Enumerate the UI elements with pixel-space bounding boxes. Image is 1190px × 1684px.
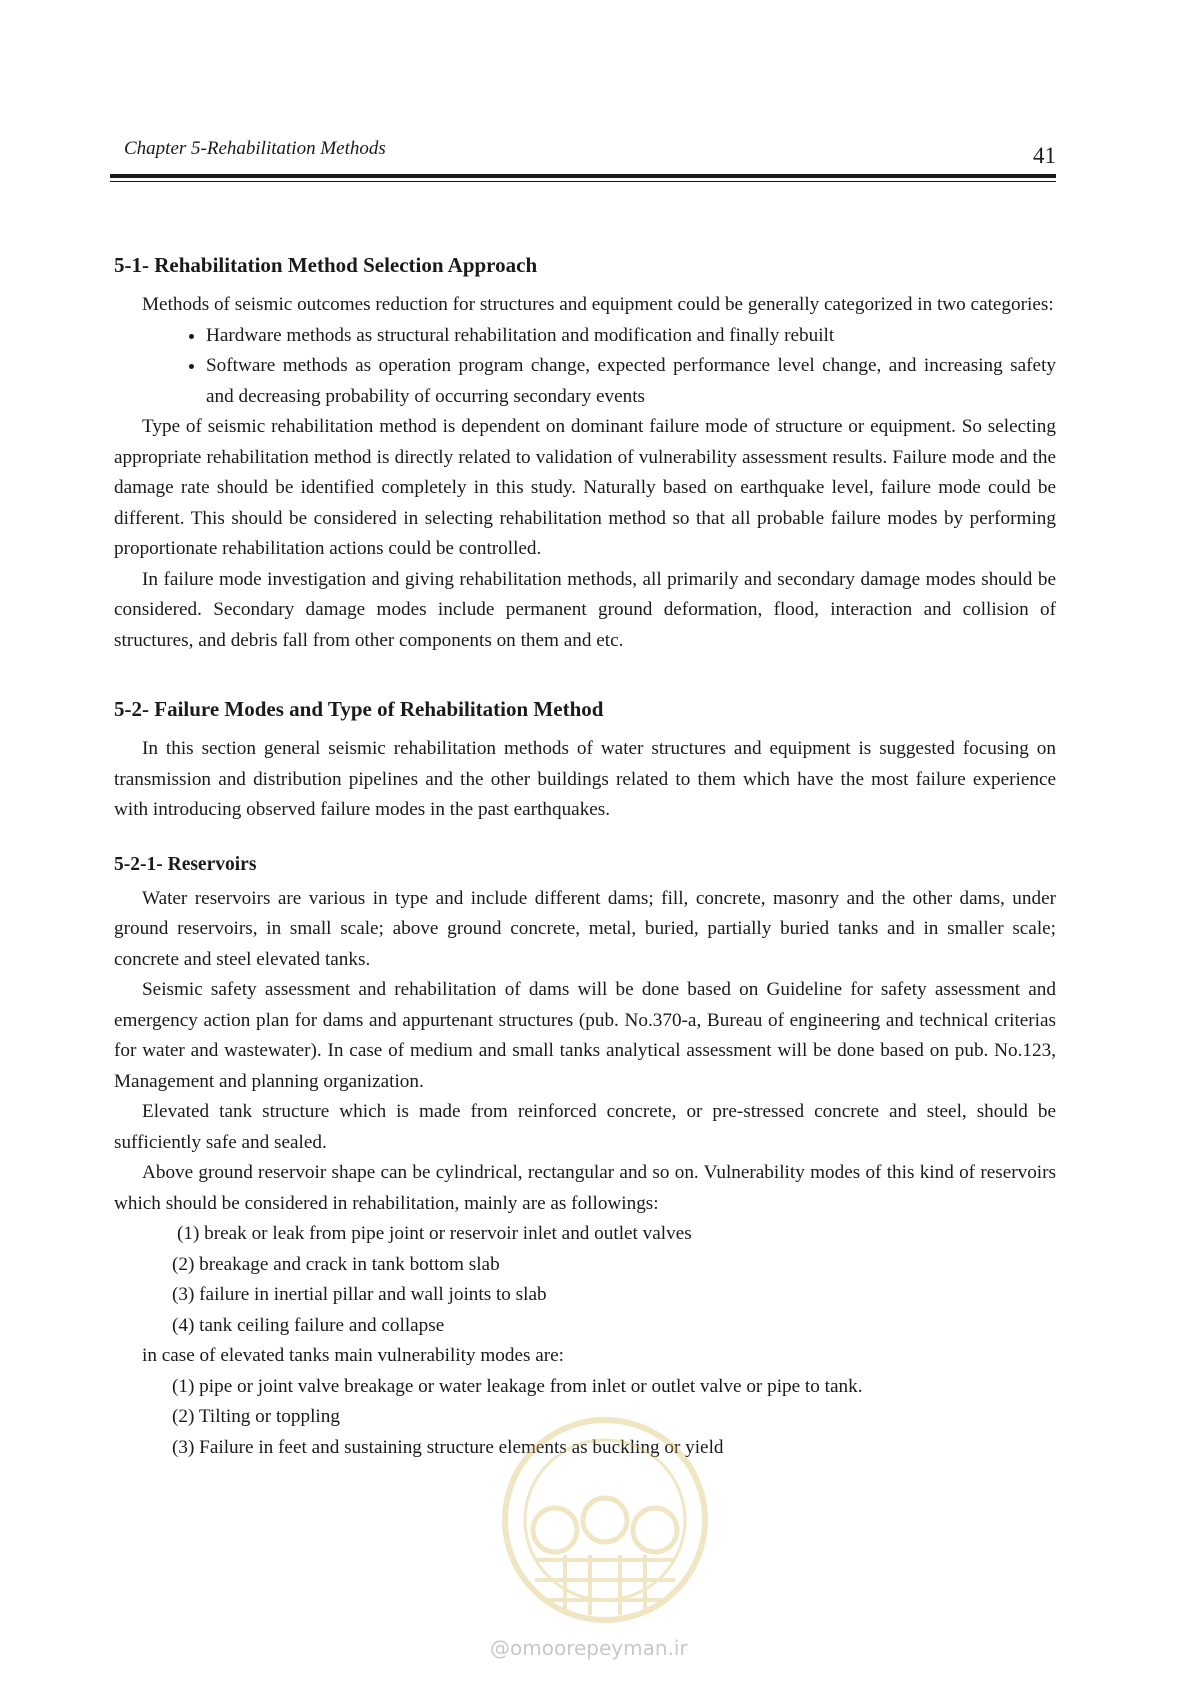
section-1-paragraph-2: In failure mode investigation and giving rehabilitation methods, all primarily and secondary damage modes should be considered. Secondary damage modes include permanent ground deformation, flood, interaction and collision of structures, and debris fall from other components on them and etc. bbox=[114, 568, 1056, 651]
vulnerability-item: (3) failure in inertial pillar and wall joints to slab bbox=[172, 1284, 547, 1305]
bullet-software: • Software methods as operation program change, expected performance level change, and increasing safety and decreasing probability of occurring secondary events bbox=[206, 351, 1056, 412]
section-1-paragraph-1: Type of seismic rehabilitation method is dependent on dominant failure mode of structure or equipment. So selecting appropriate rehabilitation method is directly related to validation of vulnerability assessment results. Failure mode and the damage rate should be identified completely in this study. Naturally based on earthquake level, failure mode could be different. This should be considered in selecting rehabilitation method so that all probable failure modes by performing proportionate rehabilitation actions could be controlled. bbox=[114, 416, 1056, 559]
elevated-vulnerability-item: (2) Tilting or toppling bbox=[172, 1406, 340, 1427]
section-title-5-1: 5-1- Rehabilitation Method Selection Approach bbox=[114, 253, 538, 277]
reservoirs-paragraph-3: Elevated tank structure which is made from reinforced concrete, or pre-stressed concrete and steel, should be sufficiently safe and sealed. bbox=[114, 1101, 1056, 1153]
reservoirs-paragraph-1: Water reservoirs are various in type and include different dams; fill, concrete, masonry and the other dams, under ground reservoirs, in small scale; above ground concrete, metal, buried, partially buried tanks and in smaller scale; concrete and steel elevated tanks. bbox=[114, 887, 1056, 970]
watermark-seal-icon bbox=[480, 1410, 730, 1630]
watermark-text: @omoorepeyman.ir bbox=[490, 1636, 688, 1660]
vulnerability-item: (2) breakage and crack in tank bottom slab bbox=[172, 1253, 500, 1275]
page-content bbox=[114, 250, 1056, 1463]
section-1-intro: Methods of seismic outcomes reduction for structures and equipment could be generally categorized in two categories: bbox=[142, 294, 1054, 315]
header-rule-thick bbox=[110, 174, 1056, 178]
header-rule-thin bbox=[110, 181, 1056, 182]
elevated-vulnerability-item: (1) pipe or joint valve breakage or water leakage from inlet or outlet valve or pipe to tank. bbox=[172, 1375, 863, 1397]
subsection-title-5-2-1: 5-2-1- Reservoirs bbox=[114, 853, 257, 875]
elevated-vulnerability-item: (3) Failure in feet and sustaining structure elements as buckling or yield bbox=[172, 1436, 724, 1458]
bullet-hardware: • Hardware methods as structural rehabilitation and modification and finally rebuilt bbox=[206, 321, 1056, 352]
elevated-tanks-intro: in case of elevated tanks main vulnerability modes are: bbox=[142, 1345, 564, 1366]
vulnerability-item: (1) break or leak from pipe joint or reservoir inlet and outlet valves bbox=[177, 1223, 692, 1244]
methods-bullet-list bbox=[114, 321, 1056, 413]
page-number: 41 bbox=[1033, 143, 1056, 168]
reservoirs-paragraph-4: Above ground reservoir shape can be cylindrical, rectangular and so on. Vulnerability modes of this kind of reservoirs which should be considered in rehabilitation, mainly are as followings: bbox=[114, 1162, 1056, 1214]
vulnerability-item: (4) tank ceiling failure and collapse bbox=[172, 1314, 445, 1336]
section-title-5-2: 5-2- Failure Modes and Type of Rehabilitation Method bbox=[114, 697, 604, 721]
reservoirs-paragraph-2: Seismic safety assessment and rehabilitation of dams will be done based on Guideline for safety assessment and emergency action plan for dams and appurtenant structures (pub. No.370-a, Bureau of engineering and technical criterias for water and wastewater). In case of medium and small tanks analytical assessment will be done based on pub. No.123, Management and planning organization. bbox=[114, 979, 1056, 1092]
section-2-paragraph-1: In this section general seismic rehabilitation methods of water structures and equipment is suggested focusing on transmission and distribution pipelines and the other buildings related to them which have the most failure experience with introducing observed failure modes in the past earthquakes. bbox=[114, 738, 1056, 820]
chapter-header: Chapter 5-Rehabilitation Methods bbox=[124, 138, 386, 159]
